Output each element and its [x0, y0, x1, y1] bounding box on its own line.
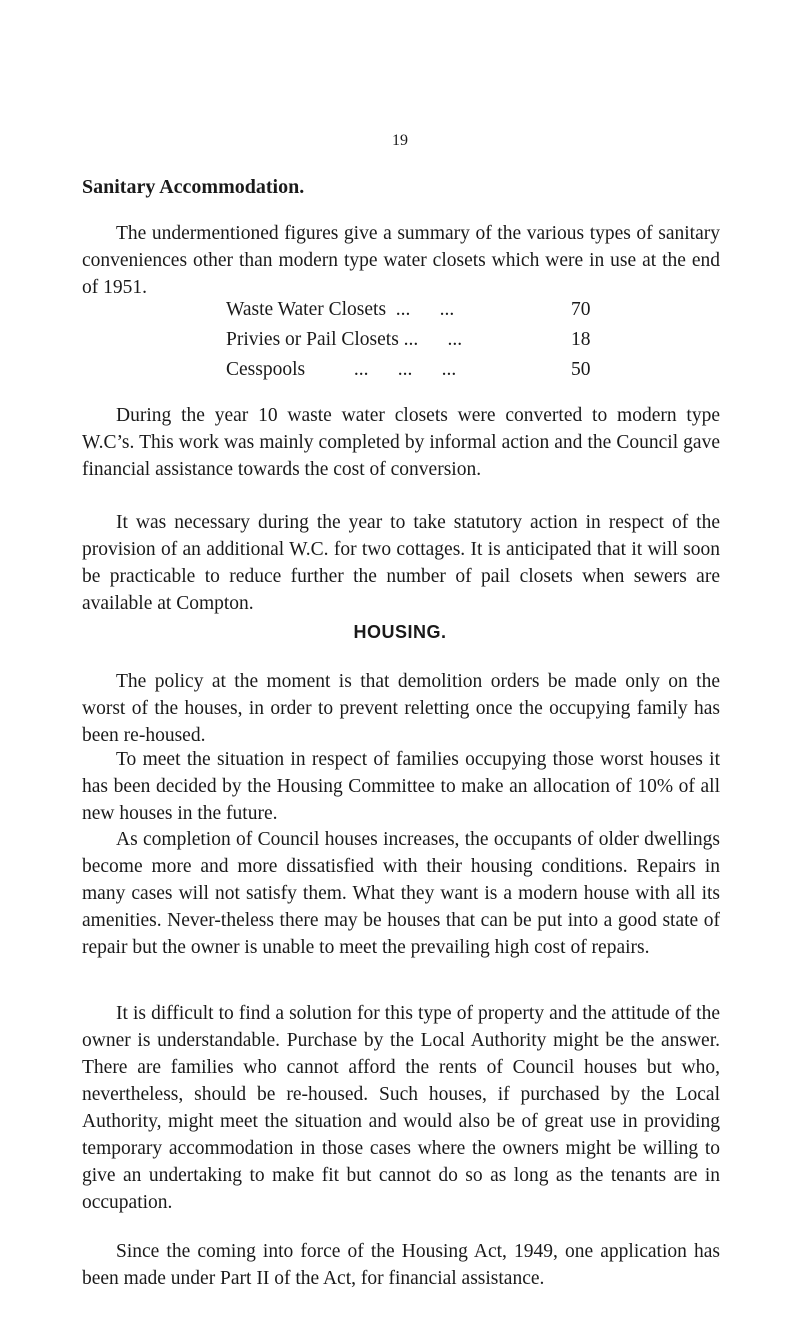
row-label: Privies or Pail Closets ... ... — [226, 329, 463, 350]
section-title: Sanitary Accommodation. — [82, 176, 305, 198]
row-label: Waste Water Closets ... ... — [226, 299, 455, 320]
row-value: 18 — [571, 329, 591, 350]
sanitary-table — [226, 295, 626, 385]
paragraph-demolition-policy: The policy at the moment is that demolition orders be made only on the worst of the houses, in order to prevent reletting once the occupying family has been re-housed. — [82, 671, 720, 746]
row-value: 70 — [571, 299, 591, 320]
table-row — [226, 355, 626, 385]
housing-heading: HOUSING. — [353, 622, 447, 642]
paragraph-conversion: During the year 10 waste water closets were converted to modern type W.C’s. This work was mainly completed by informal action and the Council gave financial assistance towards the cost of conversion. — [82, 405, 720, 480]
intro-paragraph: The undermentioned figures give a summary of the various types of sanitary conveniences other than modern type water closets which were in use at the end of 1951. — [82, 223, 720, 298]
paragraph-purchase: It is difficult to find a solution for this type of property and the attitude of the owner is understandable. Purchase by the Local Authority might be the answer. There are families who cannot afford the rents of Council houses but who, nevertheless, should be re-housed. Such houses, if purchased by the Local Authority, might meet the situation and would also be of great use in providing temporary accommodation in those cases where the owners might be willing to give an undertaking to make fit but cannot do so as long as the tenants are in occupation. — [82, 1003, 720, 1213]
paragraph-council-houses: As completion of Council houses increases, the occupants of older dwellings become more and more dissatisfied with their housing conditions. Repairs in many cases will not satisfy them. What they want is a modern house with all its amenities. Never-theless there may be houses that can be put into a good state of repair but the owner is unable to meet the prevailing high cost of repairs. — [82, 829, 720, 958]
paragraph-housing-act: Since the coming into force of the Housing Act, 1949, one application has been made under Part II of the Act, for financial assistance. — [82, 1241, 720, 1289]
row-value: 50 — [571, 359, 591, 380]
table-row — [226, 325, 626, 355]
paragraph-allocation: To meet the situation in respect of families occupying those worst houses it has been decided by the Housing Committee to make an allocation of 10% of all new houses in the future. — [82, 749, 720, 824]
page-number: 19 — [392, 132, 408, 149]
row-label: Cesspools ... ... ... — [226, 359, 457, 380]
table-row — [226, 295, 626, 325]
paragraph-statutory-action: It was necessary during the year to take statutory action in respect of the provision of an additional W.C. for two cottages. It is anticipated that it will soon be practicable to reduce further the number of pail closets when sewers are available at Compton. — [82, 512, 720, 614]
